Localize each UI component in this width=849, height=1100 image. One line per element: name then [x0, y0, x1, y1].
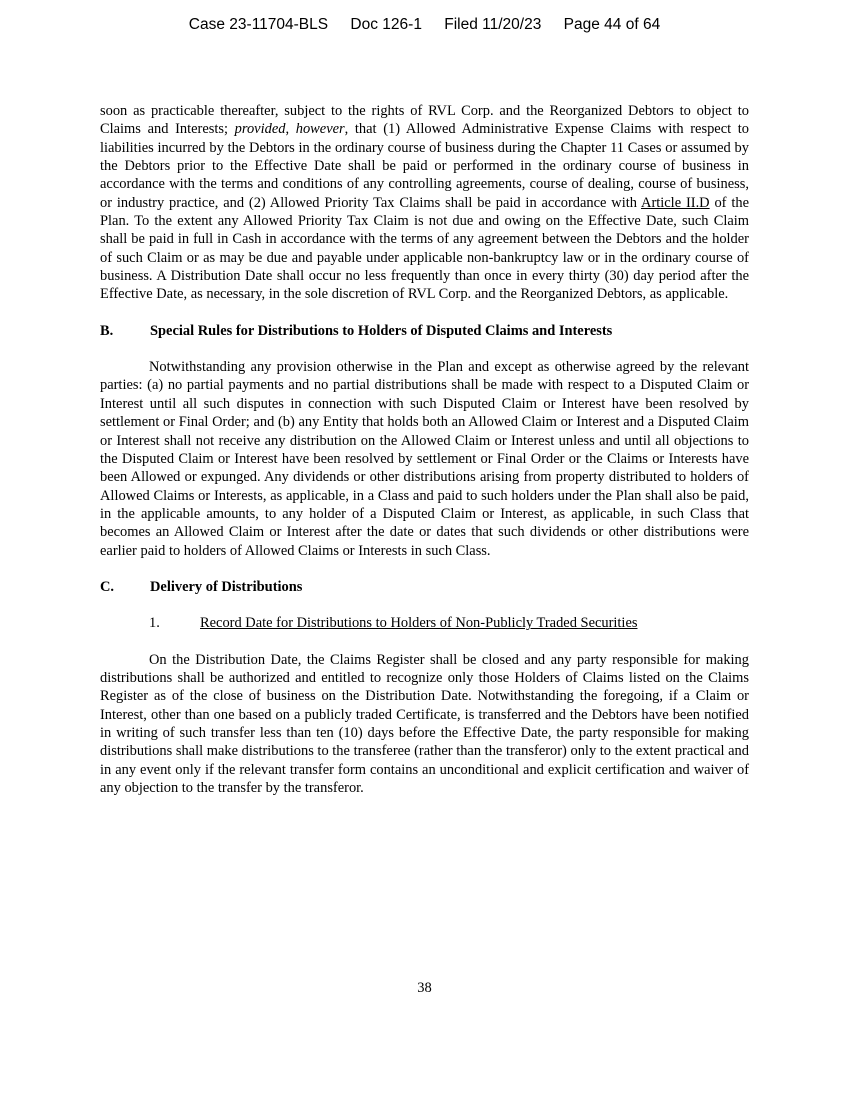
paragraph-text: ,	[285, 121, 296, 138]
subsection-1-heading	[100, 614, 749, 632]
emphasis-provided: provided	[234, 121, 286, 138]
section-number: C.	[100, 578, 115, 595]
page-number: 38	[417, 980, 432, 996]
paragraph-text: , that (1) Allowed Administrative Expense Claims with respect to liabilities incurred by the Debtors in the ordinary course of business during the Chapter 11 Cases or assumed by the Debtors prior to the Effective Date shall be paid or performed in the ordinary course of business in accordance with the terms and conditions of any controlling agreements, course of dealing, course of business, or industry practice, and (2) Allowed Priority Tax Claims shall be paid in accordance with	[100, 121, 749, 211]
subsection-title: Record Date for Distributions to Holders of Non-Publicly Traded Securities	[200, 615, 638, 632]
section-number: B.	[100, 322, 114, 339]
emphasis-however: however	[295, 121, 345, 138]
subsection-number: 1.	[149, 615, 160, 632]
court-filing-header	[0, 16, 849, 34]
subsection-1-paragraph: On the Distribution Date, the Claims Register shall be closed and any party responsible for making distributions shall be authorized and entitled to recognize only those Holders of Claims listed on the Claims Register as of the close of business on the Distribution Date. Notwithstanding the foregoing, if a Claim or Interest, other than one based on a publicly traded Certificate, is transferred and the Debtors have been notified in writing of such transfer less than ten (10) days before the Effective Date, the party responsible for making distributions shall make distributions to the transferee (rather than the transferor) only to the extent practical and in any event only if the relevant transfer form contains an unconditional and explicit certification and waiver of any objection to the transfer by the transferor.	[100, 651, 749, 796]
filed-date: Filed 11/20/23	[444, 16, 542, 33]
paragraph-text: soon as practicable thereafter, subject to the rights of RVL Corp. and the Reorganized Debtors to object to Claims and Interests;	[100, 103, 749, 138]
section-b-heading	[100, 322, 749, 340]
paragraph-text: of the Plan. To the extent any Allowed Priority Tax Claim is not due and owing on the Effective Date, such Claim shall be paid in full in Cash in accordance with the terms of any agreement between the Debtors and the holder of such Claim or as may be due and payable under applicable non-bankruptcy law or in the ordinary course of business. A Distribution Date shall occur no less frequently than once in every thirty (30) day period after the Effective Date, as necessary, in the sole discretion of RVL Corp. and the Reorganized Debtors, as applicable.	[100, 194, 749, 303]
page-indicator: Page 44 of 64	[563, 16, 661, 33]
section-title: Special Rules for Distributions to Holders of Disputed Claims and Interests	[150, 322, 613, 339]
section-c-heading	[100, 578, 749, 596]
article-reference-link[interactable]: Article II.D	[641, 194, 710, 211]
section-b-paragraph: Notwithstanding any provision otherwise in the Plan and except as otherwise agreed by the relevant parties: (a) no partial payments and no partial distributions shall be made with respect to a Disputed Claim or Interest until all such disputes in connection with such Disputed Claim or Interest have been resolved by settlement or Final Order; and (b) any Entity that holds both an Allowed Claim or Interest and a Disputed Claim or Interest shall not receive any distribution on the Allowed Claim or Interest unless and until all objections to the Disputed Claim or Interest have been resolved by settlement or Final Order or the Claims or Interests have been Allowed or expunged. Any dividends or other distributions arising from property distributed to holders of Allowed Claims or Interests, as applicable, in a Class and paid to such holders under the Plan shall also be paid, in the applicable amounts, to any holder of a Disputed Claim or Interest, as applicable, in such Class that becomes an Allowed Claim or Interest after the date or dates that such dividends or other distributions were earlier paid to holders of Allowed Claims or Interests in such Class.	[100, 359, 749, 559]
doc-number: Doc 126-1	[350, 16, 422, 33]
case-number: Case 23-11704-BLS	[188, 16, 329, 33]
document-body	[100, 102, 749, 797]
section-title: Delivery of Distributions	[150, 578, 303, 595]
paragraph-continuation	[100, 102, 749, 304]
